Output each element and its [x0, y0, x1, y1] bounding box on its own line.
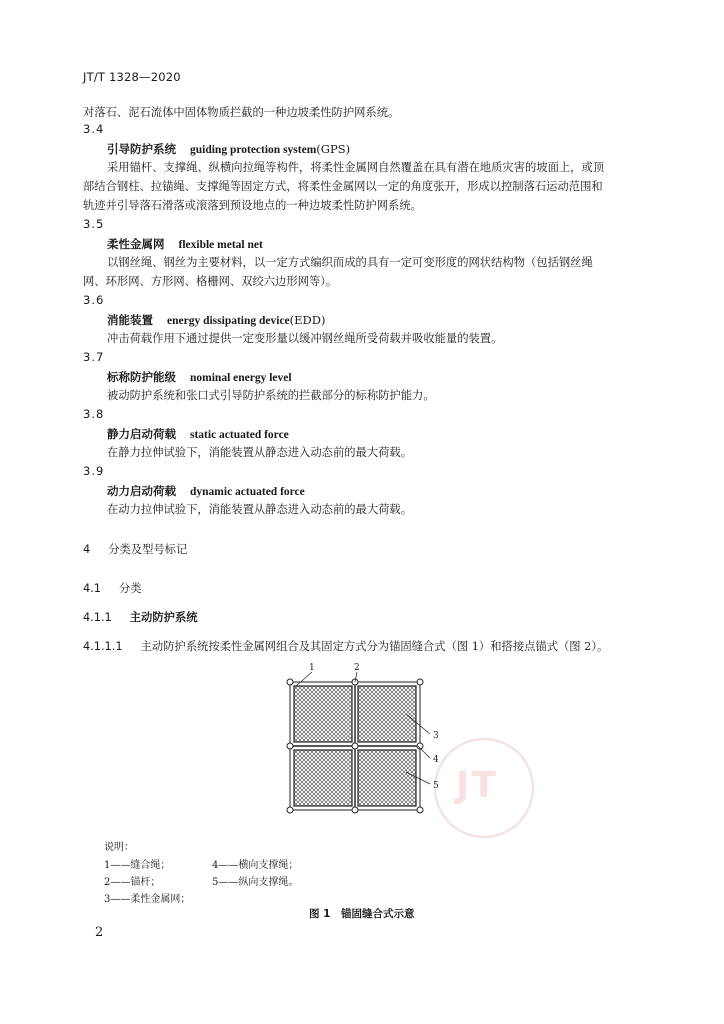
section-title: 分类及型号标记 — [108, 543, 188, 556]
callout-label: 2 — [354, 663, 360, 673]
term-number: 3.8 — [83, 407, 105, 421]
intro-line: 对落石、泥石流体中固体物质拦截的一种边坡柔性防护网系统。 — [83, 106, 400, 119]
term-cn: 柔性金属网 — [107, 237, 165, 251]
term-heading — [107, 236, 263, 252]
term-en: energy dissipating device — [167, 315, 290, 327]
anchor-bolt — [287, 679, 293, 685]
clause-text: 主动防护系统按柔性金属网组合及其固定方式分为锚固缝合式（图 1）和搭接点锚式（图 2）。 — [140, 640, 609, 653]
figure-caption: 图 1 锚固缝合式示意 — [309, 908, 415, 920]
page-number: 2 — [95, 925, 104, 940]
leader-line — [296, 672, 312, 686]
term-cn: 静力启动荷载 — [107, 427, 176, 441]
definition-line: 以钢丝绳、钢丝为主要材料，以一定方式编织而成的具有一定可变形度的网状结构物（包括钢丝绳 — [107, 256, 593, 269]
legend-title: 说明： — [104, 842, 134, 853]
term-number: 3.4 — [83, 122, 105, 136]
term-en: flexible metal net — [178, 239, 263, 251]
anchor-bolt — [287, 807, 293, 813]
term-heading — [107, 426, 289, 442]
definition-line: 在动力拉伸试验下，消能装置从静态进入动态前的最大荷载。 — [107, 503, 413, 516]
section-title: 主动防护系统 — [129, 611, 198, 624]
term-heading — [107, 483, 305, 499]
net-panel — [358, 686, 416, 742]
definition-line: 网、环形网、方形网、格栅网、双绞六边形网等）。 — [83, 275, 338, 288]
callout-label: 4 — [433, 755, 439, 765]
term-cn: 消能装置 — [107, 313, 153, 327]
section-title: 分类 — [118, 582, 142, 595]
legend-item: 3——柔性金属网； — [104, 894, 191, 905]
anchor-bolt — [352, 743, 358, 749]
term-number: 3.6 — [83, 293, 105, 307]
anchor-bolt — [352, 807, 358, 813]
section-heading — [83, 541, 187, 557]
clause-paragraph — [83, 638, 608, 654]
anchor-bolt — [287, 743, 293, 749]
term-number: 3.5 — [83, 217, 105, 231]
figure-anchored-stitched-net — [282, 662, 452, 830]
legend-item: 5——纵向支撑绳。 — [212, 877, 299, 888]
term-cn: 标称防护能级 — [107, 370, 176, 384]
net-panel — [294, 750, 352, 806]
legend-item: 4——横向支撑绳； — [212, 860, 299, 871]
section-heading — [83, 609, 198, 625]
anchor-bolt — [417, 679, 423, 685]
clause-number: 4.1.1.1 — [83, 640, 123, 653]
callout-label: 3 — [433, 731, 439, 741]
definition-line: 冲击荷载作用下通过提供一定变形量以缓冲钢丝绳所受荷载并吸收能量的装置。 — [107, 332, 503, 345]
section-number: 4 — [83, 543, 91, 556]
legend-item: 1——缝合绳； — [104, 860, 171, 871]
watermark-text: JT — [456, 765, 498, 806]
definition-line: 部结合钢柱、拉锚绳、支撑绳等固定方式，将柔性金属网以一定的角度张开，形成以控制落石运动范围和 — [83, 180, 603, 193]
term-cn: 引导防护系统 — [107, 142, 176, 156]
definition-line: 轨迹并引导落石滑落或滚落到预设地点的一种边坡柔性防护网系统。 — [83, 199, 422, 212]
net-panel — [294, 686, 352, 742]
term-heading — [107, 312, 325, 328]
legend-item: 2——锚杆； — [104, 877, 161, 888]
term-en: nominal energy level — [190, 372, 292, 384]
term-abbr: (EDD) — [289, 313, 326, 327]
definition-line: 采用锚杆、支撑绳、纵横向拉绳等构件，将柔性金属网自然覆盖在具有潜在地质灾害的坡面上，或顶 — [107, 161, 605, 174]
term-heading — [107, 141, 350, 157]
definition-line: 在静力拉伸试验下，消能装置从静态进入动态前的最大荷载。 — [107, 446, 413, 459]
callout-label: 1 — [309, 663, 315, 673]
section-number: 4.1 — [83, 582, 101, 595]
net-panel — [358, 750, 416, 806]
definition-line: 被动防护系统和张口式引导防护系统的拦截部分的标称防护能力。 — [107, 389, 435, 402]
term-en: dynamic actuated force — [190, 486, 305, 498]
section-heading — [83, 580, 142, 596]
term-number: 3.7 — [83, 350, 105, 364]
term-number: 3.9 — [83, 464, 105, 478]
callout-label: 5 — [433, 781, 439, 791]
term-abbr: (GPS) — [316, 142, 351, 156]
term-en: static actuated force — [190, 429, 289, 441]
anchor-bolt — [417, 807, 423, 813]
term-heading — [107, 369, 292, 385]
standard-code-header: JT/T 1328—2020 — [83, 70, 181, 84]
term-en: guiding protection system — [190, 144, 317, 156]
term-cn: 动力启动荷载 — [107, 484, 176, 498]
section-number: 4.1.1 — [83, 611, 112, 624]
